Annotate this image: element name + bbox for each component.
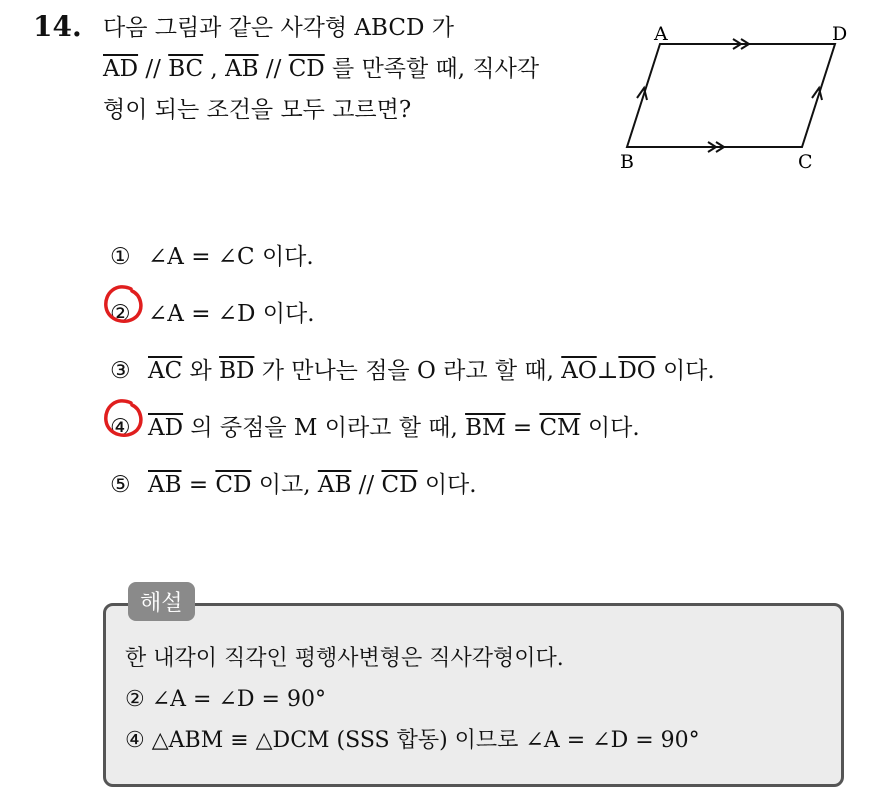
segment-ab: $\overline{AB}$ [225,56,259,82]
segment-ad: $\overline{AD}$ [148,415,184,441]
vertex-label-b: B [620,151,634,173]
separator: , [203,56,226,82]
option-number: ① [110,244,131,270]
segment-ac: $\overline{AC}$ [148,358,183,384]
option-number: ④ [110,415,131,441]
option-number: ③ [110,358,131,384]
solution-tag: 해설 [128,582,195,621]
segment-cd: $\overline{CD}$ [288,56,325,82]
parallel-symbol: // [138,56,169,82]
option-text: ∠A = ∠C 이다. [148,244,314,270]
question-line-2-tail: 를 만족할 때, 직사각 [324,56,540,82]
segment-bm: $\overline{BM}$ [465,415,506,441]
vertex-label-a: A [654,23,668,45]
solution-line-2: ② ∠A = ∠D = 90° [125,687,326,712]
question-number: 14. [33,10,82,43]
parallelogram-shape [627,44,835,147]
segment-bc: $\overline{BC}$ [168,56,204,82]
option-number: ② [110,301,131,327]
option-text: 이다. [580,415,640,441]
solution-text [125,638,700,761]
option-text: ∠A = ∠D 이다. [148,301,315,327]
segment-ab: $\overline{AB}$ [148,472,182,498]
option-text: 가 만나는 점을 O 라고 할 때, [254,358,562,384]
option-number: ⑤ [110,472,131,498]
answer-options [110,238,715,523]
segment-ad: $\overline{AD}$ [103,56,139,82]
option-1 [110,238,715,295]
segment-do: $\overline{DO}$ [618,358,656,384]
segment-ao: $\overline{AO}$ [561,358,597,384]
question-line-1: 다음 그림과 같은 사각형 ABCD 가 [103,15,454,41]
option-2 [110,295,715,352]
option-4 [110,409,715,466]
segment-bd: $\overline{BD}$ [219,358,255,384]
segment-cd: $\overline{CD}$ [215,472,252,498]
option-text: 의 중점을 M 이라고 할 때, [183,415,466,441]
option-3 [110,352,715,409]
perpendicular-symbol: ⊥ [596,358,619,384]
vertex-label-d: D [832,23,848,45]
option-text: 이다. [417,472,477,498]
vertex-label-c: C [798,151,813,173]
question-line-3: 형이 되는 조건을 모두 고르면? [103,97,412,123]
option-text: 이고, [251,472,318,498]
equals-symbol: = [505,415,540,441]
option-text: 이다. [655,358,715,384]
parallel-symbol: // [351,472,382,498]
parallel-symbol: // [258,56,289,82]
solution-line-1: 한 내각이 직각인 평행사변형은 직사각형이다. [125,646,564,671]
question-text [103,8,603,131]
equals-symbol: = [181,472,216,498]
question-line-2 [103,49,603,90]
option-5 [110,466,715,523]
parallelogram-figure [610,18,860,178]
answer-mark-circle [101,283,145,327]
segment-ab: $\overline{AB}$ [317,472,352,498]
answer-mark-circle [101,397,145,441]
option-text: 와 [182,358,220,384]
segment-cd: $\overline{CD}$ [381,472,418,498]
segment-cm: $\overline{CM}$ [539,415,581,441]
solution-line-3: ④ △ABM ≡ △DCM (SSS 합동) 이므로 ∠A = ∠D = 90° [125,728,700,753]
